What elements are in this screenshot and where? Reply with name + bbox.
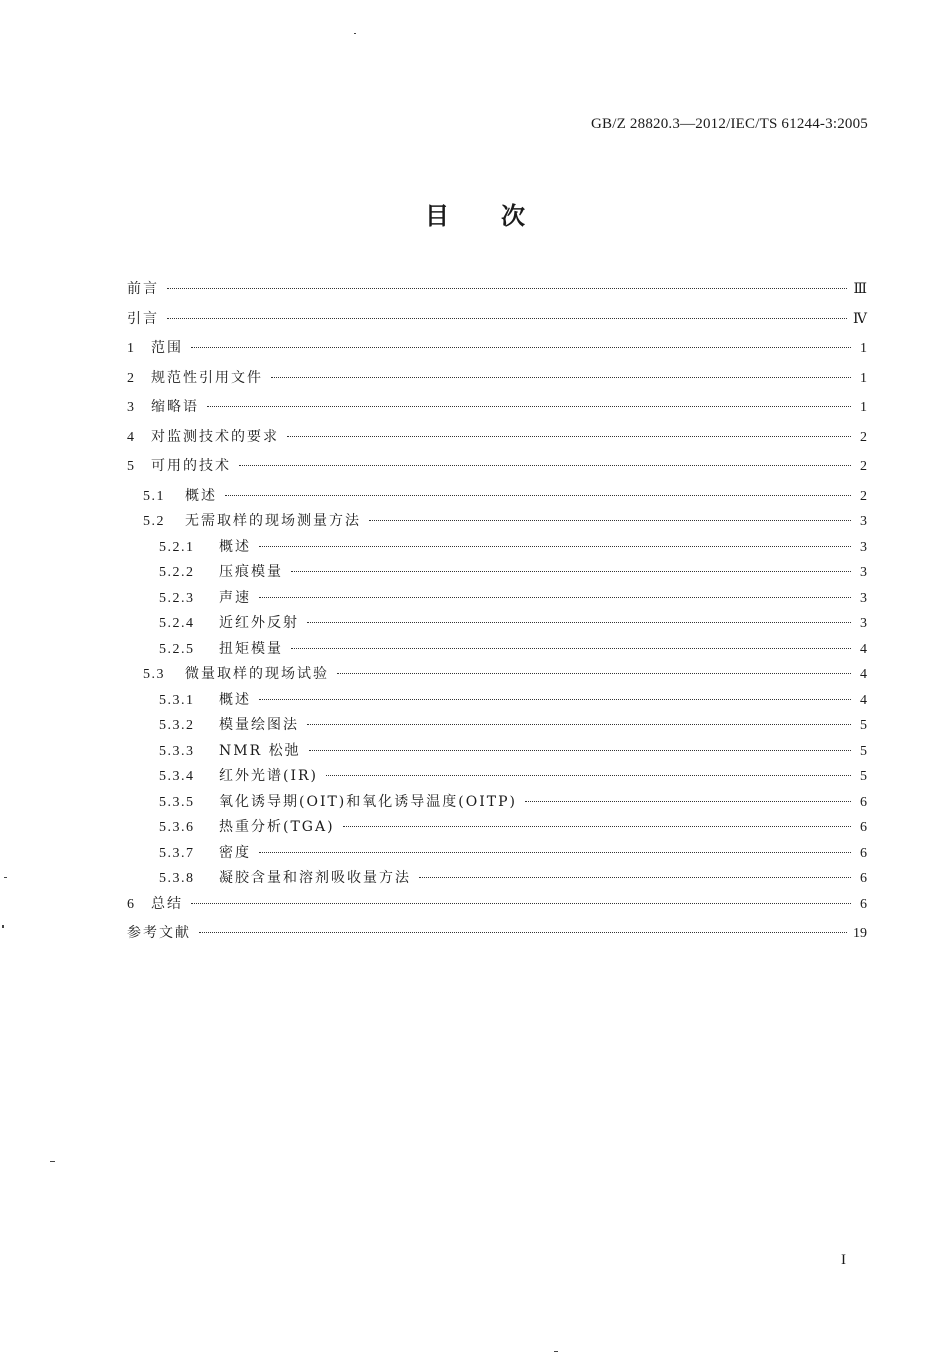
toc-entry-page: 5 bbox=[860, 769, 867, 784]
toc-entry-number: 3 bbox=[127, 400, 136, 415]
toc-dot-leader bbox=[337, 673, 851, 674]
toc-dot-leader bbox=[167, 288, 847, 289]
toc-entry[interactable] bbox=[127, 308, 867, 338]
toc-entry-page: 6 bbox=[860, 820, 867, 835]
toc-entry-number: 5.2.2 bbox=[159, 565, 195, 580]
toc-entry-page: 1 bbox=[860, 341, 867, 356]
toc-entry-number: 1 bbox=[127, 341, 136, 356]
toc-entry-page: 4 bbox=[860, 641, 867, 657]
toc-entry-page: 6 bbox=[860, 896, 867, 912]
toc-entry-title: NMR 松弛 bbox=[219, 742, 301, 759]
toc-entry-title: 模量绘图法 bbox=[219, 717, 299, 733]
toc-entry[interactable] bbox=[127, 612, 867, 638]
toc-dot-leader bbox=[419, 877, 851, 878]
toc-entry-number: 5.3.8 bbox=[159, 871, 195, 886]
toc-entry[interactable] bbox=[127, 842, 867, 868]
toc-entry-title: 凝胶含量和溶剂吸收量方法 bbox=[219, 870, 411, 886]
toc-entry[interactable] bbox=[127, 922, 867, 952]
toc-entry-page: 3 bbox=[860, 616, 867, 631]
toc-dot-leader bbox=[199, 932, 847, 933]
toc-dot-leader bbox=[369, 520, 851, 521]
toc-entry-number: 5.3.4 bbox=[159, 769, 195, 784]
toc-dot-leader bbox=[259, 699, 851, 700]
toc-entry-page: 3 bbox=[860, 590, 867, 606]
toc-entry-number: 5.2.1 bbox=[159, 539, 195, 555]
toc-entry-page: Ⅲ bbox=[853, 282, 867, 297]
toc-entry[interactable] bbox=[127, 367, 867, 397]
toc-entry-number: 5.2 bbox=[143, 514, 165, 529]
toc-entry[interactable] bbox=[127, 867, 867, 893]
page-title: 目次 bbox=[425, 202, 577, 230]
toc-entry-page: 5 bbox=[860, 718, 867, 733]
scan-speck bbox=[2, 925, 4, 928]
toc-entry[interactable] bbox=[127, 455, 867, 485]
toc-entry[interactable] bbox=[127, 561, 867, 587]
toc-entry-number: 5.3.7 bbox=[159, 845, 195, 861]
toc-entry-number: 5.3 bbox=[143, 667, 165, 682]
toc-dot-leader bbox=[343, 826, 851, 827]
toc-entry-title: 可用的技术 bbox=[151, 458, 231, 474]
toc-entry-number: 4 bbox=[127, 429, 136, 445]
toc-entry-number: 5.3.5 bbox=[159, 794, 195, 810]
toc-entry-page: 1 bbox=[860, 370, 867, 386]
toc-entry-title: 对监测技术的要求 bbox=[151, 428, 279, 445]
toc-entry-title: 概述 bbox=[185, 487, 217, 504]
toc-entry[interactable] bbox=[127, 816, 867, 842]
toc-entry[interactable] bbox=[127, 337, 867, 367]
toc-entry[interactable] bbox=[127, 663, 867, 689]
toc-entry-page: 6 bbox=[860, 845, 867, 861]
toc-entry-page: 3 bbox=[860, 565, 867, 580]
toc-entry[interactable] bbox=[127, 510, 867, 536]
toc-dot-leader bbox=[259, 597, 851, 598]
toc-entry-number: 5.2.4 bbox=[159, 616, 195, 631]
scan-speck bbox=[354, 33, 356, 34]
toc-entry-title: 范围 bbox=[151, 340, 183, 356]
toc-dot-leader bbox=[259, 852, 851, 853]
toc-entry-page: 4 bbox=[860, 692, 867, 708]
toc-entry-title: 总结 bbox=[151, 895, 183, 912]
toc-entry-number: 5.3.3 bbox=[159, 743, 195, 759]
toc-entry-title: 氧化诱导期(OIT)和氧化诱导温度(OITP) bbox=[219, 793, 517, 810]
scan-speck bbox=[554, 1351, 558, 1352]
standard-code-header: GB/Z 28820.3—2012/IEC/TS 61244-3:2005 bbox=[591, 116, 868, 132]
toc-entry[interactable] bbox=[127, 587, 867, 613]
toc-dot-leader bbox=[225, 495, 851, 496]
toc-dot-leader bbox=[259, 546, 851, 547]
toc-entry-title: 热重分析(TGA) bbox=[219, 819, 335, 835]
scan-speck bbox=[4, 877, 7, 878]
toc-entry-page: 3 bbox=[860, 539, 867, 555]
toc-entry-page: 2 bbox=[860, 488, 867, 504]
toc-dot-leader bbox=[271, 377, 851, 378]
toc-entry[interactable] bbox=[127, 396, 867, 426]
toc-dot-leader bbox=[167, 318, 847, 319]
toc-entry-title: 扭矩模量 bbox=[219, 640, 283, 657]
toc-entry[interactable] bbox=[127, 765, 867, 791]
toc-dot-leader bbox=[191, 347, 851, 348]
toc-entry-page: 5 bbox=[860, 743, 867, 759]
toc-entry[interactable] bbox=[127, 536, 867, 562]
toc-entry[interactable] bbox=[127, 893, 867, 923]
toc-entry-title: 参考文献 bbox=[127, 925, 191, 941]
toc-entry-title: 规范性引用文件 bbox=[151, 369, 263, 386]
toc-entry[interactable] bbox=[127, 485, 867, 511]
toc-entry-number: 5.3.2 bbox=[159, 718, 195, 733]
toc-dot-leader bbox=[291, 648, 851, 649]
toc-entry-title: 压痕模量 bbox=[219, 564, 283, 580]
toc-entry[interactable] bbox=[127, 278, 867, 308]
toc-entry-title: 近红外反射 bbox=[219, 615, 299, 631]
table-of-contents bbox=[127, 278, 867, 952]
toc-entry[interactable] bbox=[127, 740, 867, 766]
toc-entry-page: 6 bbox=[860, 871, 867, 886]
toc-entry-page: 2 bbox=[860, 459, 867, 474]
toc-entry-number: 5.1 bbox=[143, 488, 165, 504]
toc-entry-number: 6 bbox=[127, 896, 136, 912]
toc-dot-leader bbox=[287, 436, 851, 437]
toc-entry-title: 引言 bbox=[127, 310, 159, 327]
toc-entry-page: 3 bbox=[860, 514, 867, 529]
toc-dot-leader bbox=[307, 622, 851, 623]
toc-entry-number: 5.3.6 bbox=[159, 820, 195, 835]
toc-entry-title: 缩略语 bbox=[151, 399, 199, 415]
toc-dot-leader bbox=[309, 750, 851, 751]
toc-dot-leader bbox=[326, 775, 851, 776]
toc-entry[interactable] bbox=[127, 426, 867, 456]
toc-entry-page: 6 bbox=[860, 794, 867, 810]
toc-entry-number: 5.2.5 bbox=[159, 641, 195, 657]
toc-entry[interactable] bbox=[127, 791, 867, 817]
toc-entry-number: 5 bbox=[127, 459, 136, 474]
toc-entry-title: 微量取样的现场试验 bbox=[185, 666, 329, 682]
toc-entry-title: 红外光谱(IR) bbox=[219, 768, 318, 784]
toc-entry-page: Ⅳ bbox=[853, 311, 867, 327]
toc-entry-number: 5.3.1 bbox=[159, 692, 195, 708]
toc-entry-title: 密度 bbox=[219, 844, 251, 861]
page-number: I bbox=[841, 1252, 846, 1268]
toc-dot-leader bbox=[239, 465, 851, 466]
toc-entry[interactable] bbox=[127, 714, 867, 740]
toc-entry-title: 概述 bbox=[219, 691, 251, 708]
toc-dot-leader bbox=[307, 724, 851, 725]
toc-entry-title: 无需取样的现场测量方法 bbox=[185, 513, 361, 529]
toc-entry-page: 2 bbox=[860, 429, 867, 445]
toc-entry[interactable] bbox=[127, 638, 867, 664]
toc-entry-title: 概述 bbox=[219, 538, 251, 555]
toc-dot-leader bbox=[191, 903, 851, 904]
toc-entry-page: 4 bbox=[860, 667, 867, 682]
toc-dot-leader bbox=[525, 801, 851, 802]
toc-entry-number: 5.2.3 bbox=[159, 590, 195, 606]
toc-dot-leader bbox=[291, 571, 851, 572]
toc-entry-title: 前言 bbox=[127, 281, 159, 297]
toc-entry-page: 19 bbox=[853, 926, 867, 941]
toc-entry-title: 声速 bbox=[219, 589, 251, 606]
scan-speck bbox=[50, 1161, 55, 1162]
toc-entry-number: 2 bbox=[127, 370, 136, 386]
toc-dot-leader bbox=[207, 406, 851, 407]
toc-entry-page: 1 bbox=[860, 400, 867, 415]
toc-entry[interactable] bbox=[127, 689, 867, 715]
